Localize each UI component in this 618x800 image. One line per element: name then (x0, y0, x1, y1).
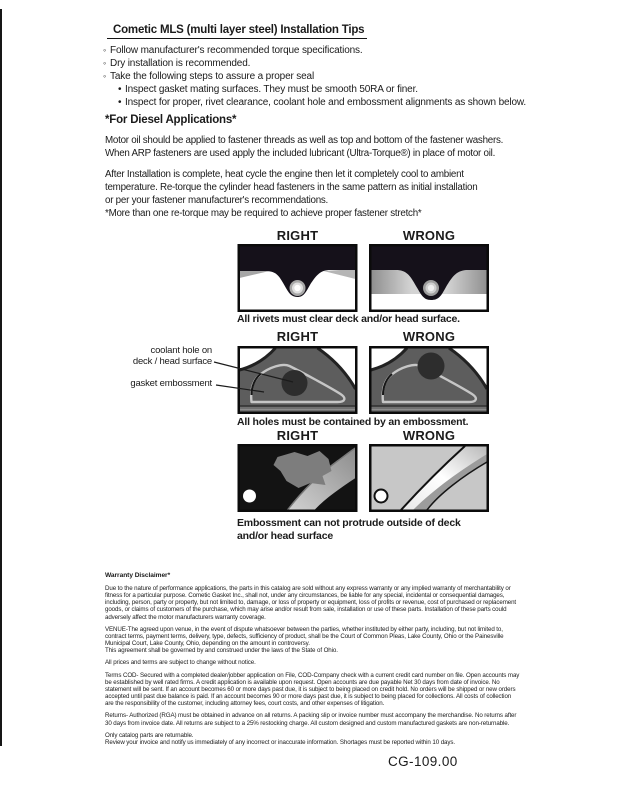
diagram3-right-label: RIGHT (276, 428, 319, 443)
warranty-heading: Warranty Disclaimer* (105, 572, 171, 579)
warranty-paragraph: Terms COD- Secured with a completed dealer/jobber application on File, COD-Company check with a current credit card number on file. Open accounts may be established by well rated firms. A credit application is available upon request. Open accounts are due payable Net 30 days from date of invoice. No statement will be sent. If an account becomes 60 or more days past due, it is subject to being placed on credit hold. No orders will be shipped or new orders accepted until past due balance is paid. If an account becomes 90 or more days past due, it is subject to being placed for collections. All costs of collection are the responsibility of the customer, including attorney fees, court costs, and other expenses of litigation. (105, 671, 520, 708)
tips-list (103, 44, 526, 109)
diagram2-wrong-label: WRONG (402, 329, 456, 344)
sub-bullet-item (103, 83, 526, 96)
diagram3-caption: Embossment can not protrude outside of deck and/or head surface (237, 517, 461, 542)
protrusion-wrong-illustration (368, 444, 490, 512)
warranty-paragraph: VENUE-The agreed upon venue, in the event of dispute whatsoever between the parties, whether instituted by either party, including, but not limited to, contract terms, payment terms, delivery, type, defects, sufficiency of product, shall be the Court of Common Pleas, Lake County, Ohio or the Painesville Municipal Court, Lake County, Ohio, depending on the amount in controversy. This agreement shall be governed by and construed under the laws of the State of Ohio. (105, 625, 504, 655)
rivet-clearance-right-diagram (237, 244, 358, 312)
sub-bullet-text: Inspect gasket mating surfaces. They must be smooth 50RA or finer. (125, 84, 418, 95)
bullet-dot-icon: • (118, 84, 122, 95)
gasket-embossment-label: gasket embossment (130, 378, 212, 389)
bullet-item (103, 70, 526, 83)
diagram1-caption: All rivets must clear deck and/or head surface. (237, 313, 460, 325)
bullet-text: Dry installation is recommended. (110, 58, 251, 69)
bullet-marker-icon: ◦ (103, 71, 107, 81)
warranty-paragraph: Only catalog parts are returnable. Review your invoice and notify us immediately of any incorrect or inaccurate information. Shortages must be reported within 10 days. (105, 731, 455, 746)
warranty-disclaimer (105, 572, 610, 751)
diagram1-right-label: RIGHT (276, 228, 319, 243)
protrusion-wrong-diagram (368, 444, 490, 512)
warranty-paragraph: Due to the nature of performance applications, the parts in this catalog are sold without any express warranty or any implied warranty of merchantability or fitness for a particular purpose. Cometic Gasket Inc., shall not, under any circumstances, be liable for any special, incidental or consequential damages, including, person, party or property, but not limited to, damage, or loss of property or equipment, loss of profits or revenue, cost of purchased or replacement goods, or claims of customers of the purchase, which may arise and/or result from sale, installation or use of these parts. Installation of these parts could adversely affect the motor manufacturers warranty coverage. (105, 585, 517, 621)
warranty-paragraph: Returns- Authorized (RGA) must be obtained in advance on all returns. A packing slip or invoice number must accompany the merchandise. No returns after 30 days from invoice date. All returns are subject to a 25% restocking charge. All custom designed and custom manufactured gaskets are non-returnable. (105, 712, 517, 727)
bullet-item (103, 57, 526, 70)
diagram2-right-label: RIGHT (276, 329, 319, 344)
bullet-text: Take the following steps to assure a proper seal (110, 71, 315, 82)
page-number: CG-109.00 (388, 754, 458, 769)
embossment-right-illustration (237, 346, 358, 414)
diesel-paragraph-retorque: After Installation is complete, heat cycle the engine then let it completely cool to ambient temperature. Re-torque the cylinder head fasteners in the same pattern as initial installation or per your fastener manufacturer's recommendations. (105, 169, 478, 206)
embossment-wrong-illustration (368, 346, 490, 414)
rivet-clearance-wrong-diagram (368, 244, 490, 312)
bullet-marker-icon: ◦ (103, 58, 107, 68)
protrusion-right-diagram (237, 444, 358, 512)
diagram1-wrong-label: WRONG (402, 228, 456, 243)
diesel-paragraph-motor-oil: Motor oil should be applied to fastener threads as well as top and bottom of the fastener washers. When ARP fasteners are used apply the included lubricant (Ultra-Torque®) in place of motor oil. (105, 135, 504, 159)
coolant-hole-label-line1: coolant hole on (150, 345, 212, 356)
rivet-right-illustration (237, 244, 358, 312)
bullet-marker-icon: ◦ (103, 45, 107, 55)
retorque-note: *More than one re-torque may be required to achieve proper fastener stretch* (105, 208, 422, 219)
bullet-dot-icon: • (118, 97, 122, 108)
diagram3-wrong-label: WRONG (402, 428, 456, 443)
protrusion-right-illustration (237, 444, 358, 512)
page-title: Cometic MLS (multi layer steel) Installation Tips (107, 24, 367, 39)
page-edge-line (0, 9, 2, 746)
warranty-paragraph: All prices and terms are subject to change without notice. (105, 659, 256, 667)
rivet-wrong-illustration (368, 244, 490, 312)
bullet-text: Follow manufacturer's recommended torque specifications. (110, 45, 363, 56)
sub-bullet-text: Inspect for proper, rivet clearance, coolant hole and embossment alignments as shown below. (125, 97, 527, 108)
sub-bullet-item (103, 96, 526, 109)
embossment-containment-right-diagram (237, 346, 358, 414)
diagram2-caption: All holes must be contained by an embossment. (237, 416, 469, 428)
coolant-hole-label (98, 345, 212, 367)
embossment-containment-wrong-diagram (368, 346, 490, 414)
diesel-applications-heading: *For Diesel Applications* (105, 114, 237, 126)
coolant-hole-label-line2: deck / head surface (132, 356, 212, 367)
bullet-item (103, 44, 526, 57)
